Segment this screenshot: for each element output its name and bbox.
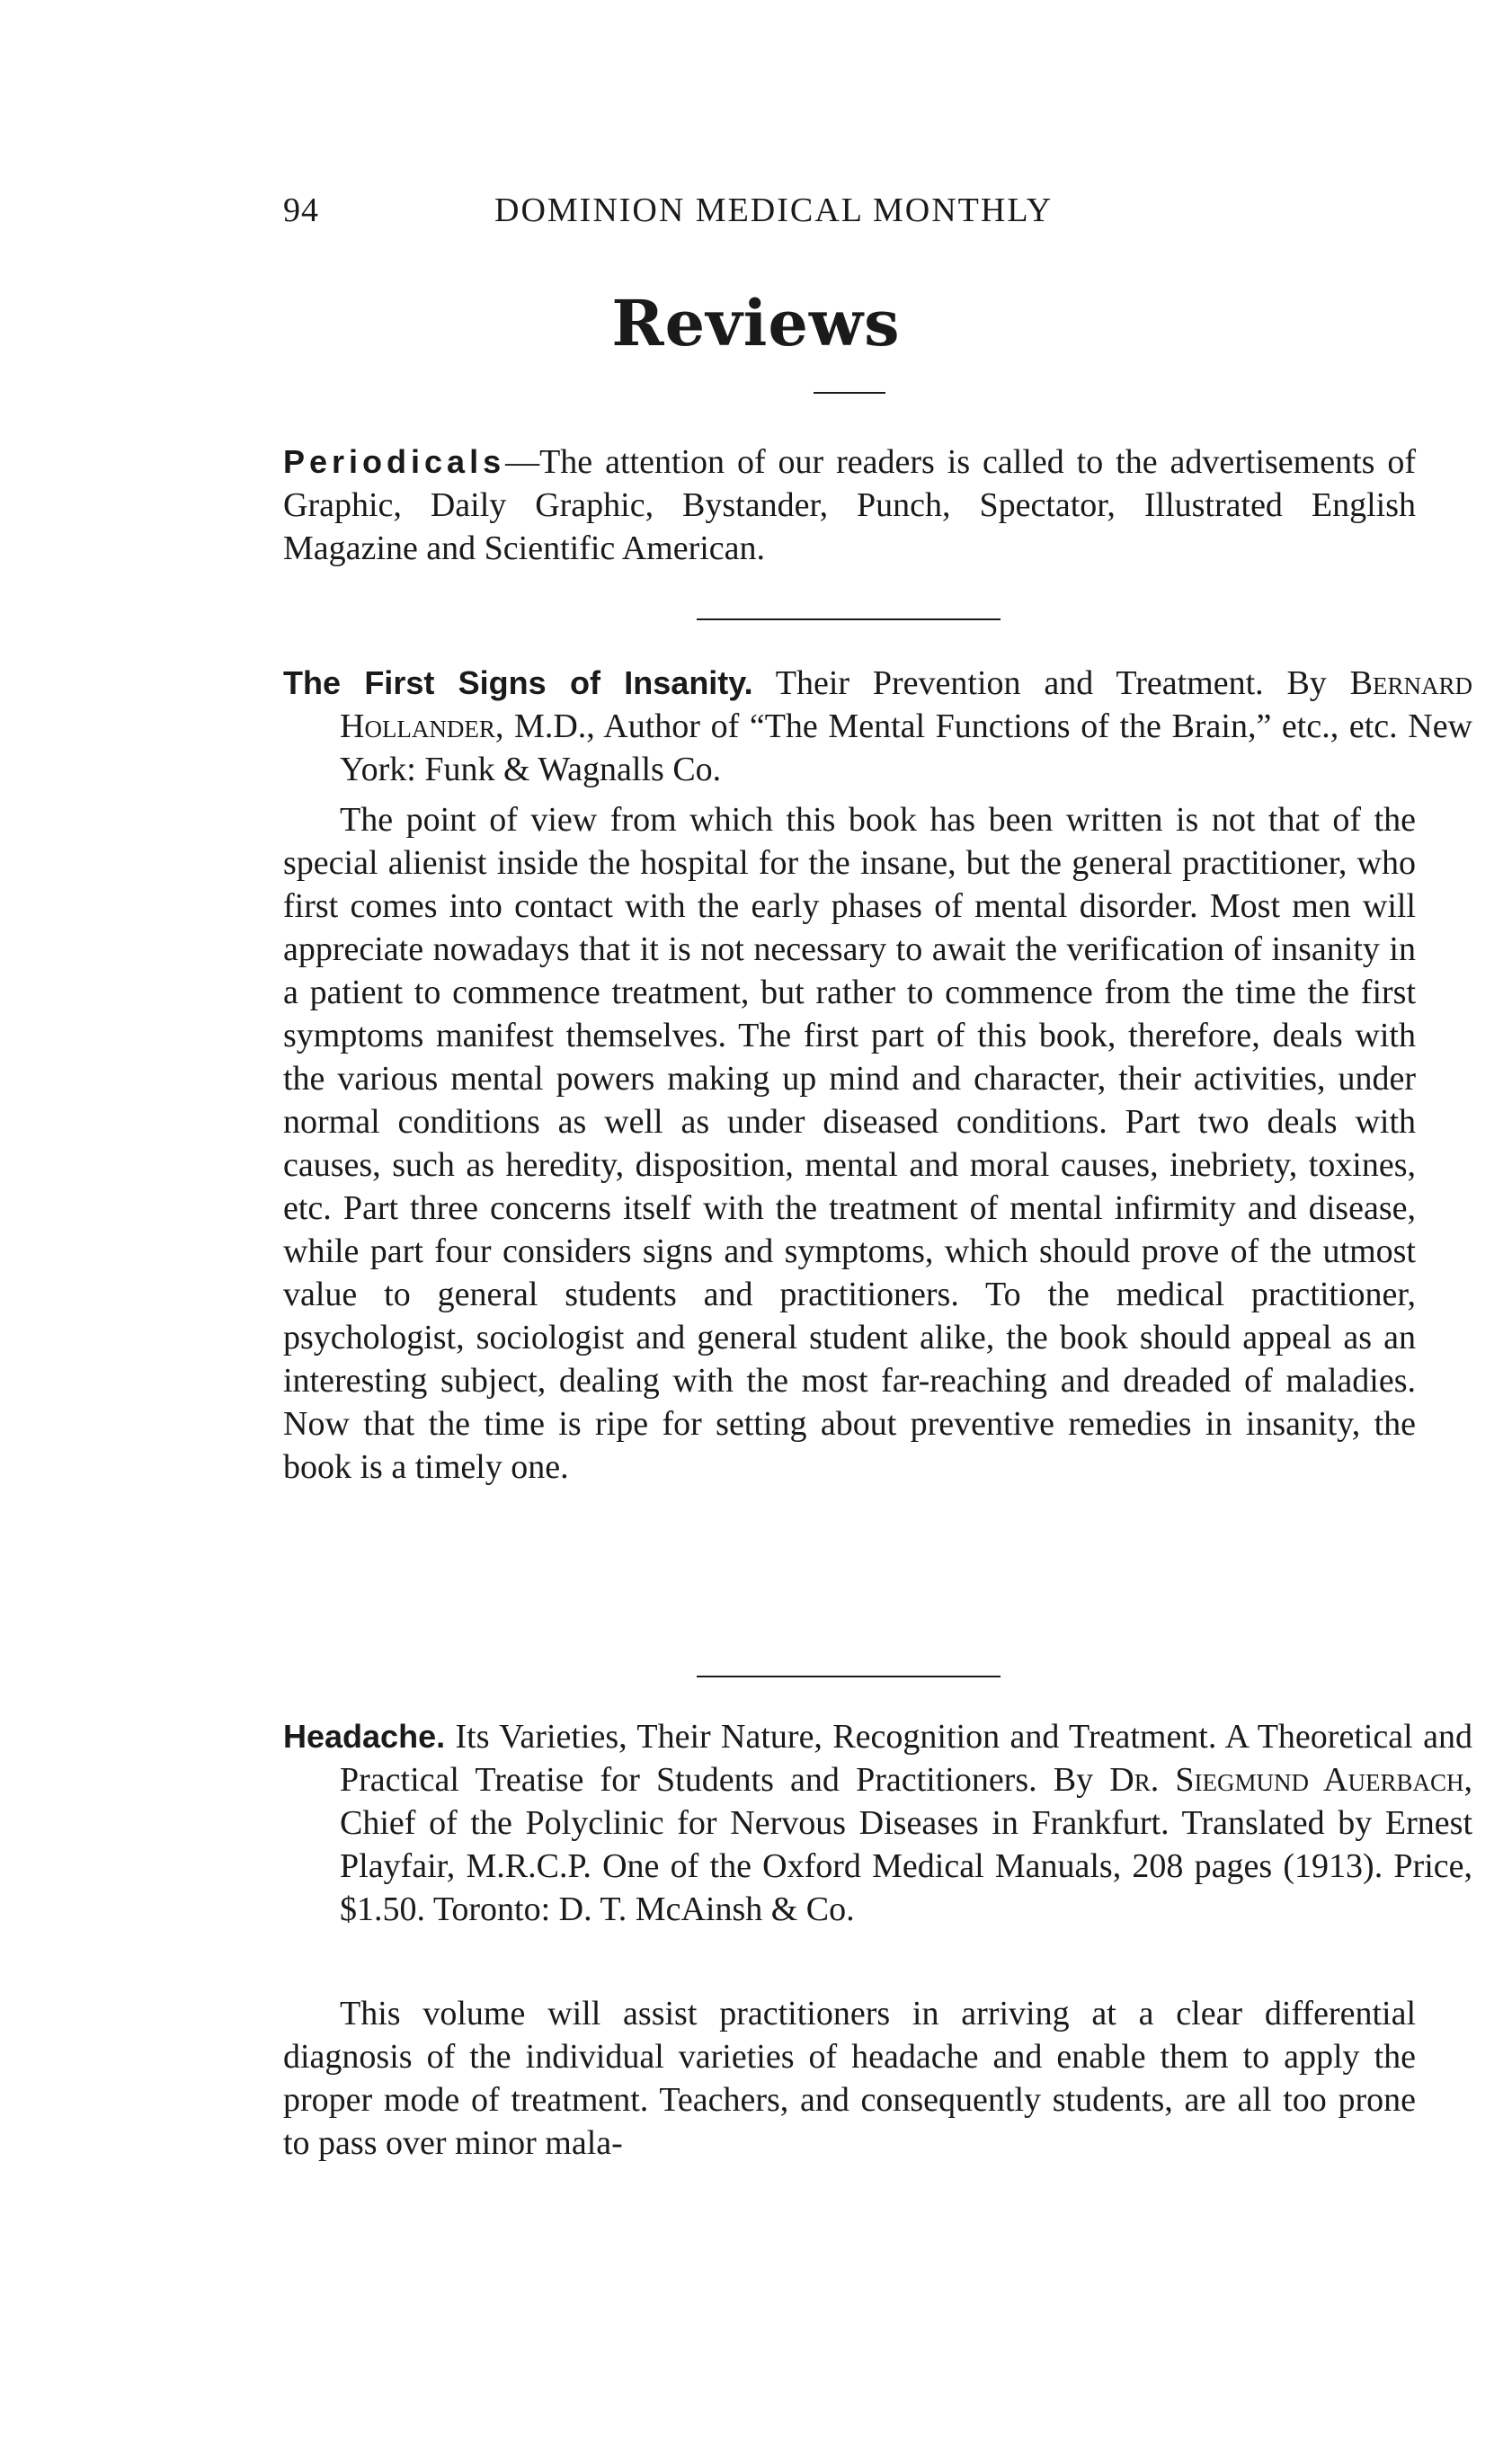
section-title: Reviews bbox=[611, 286, 901, 360]
section-divider bbox=[697, 618, 1001, 620]
review-headache-paragraph: This volume will assist practitioners in arriving at a clear differential diagnosis of the individual varieties of headache and enable them to apply the proper mode of treatment. Teachers, and consequently students, are all too prone to pass over minor mala- bbox=[283, 1995, 1416, 2162]
section-divider bbox=[697, 1676, 1001, 1677]
periodicals-notice bbox=[283, 440, 1416, 570]
periodicals-label: Periodicals bbox=[283, 443, 506, 480]
review-insanity-paragraph: The point of view from which this book has been written is not that of the special alienist inside the hospital for the insane, but the general practitioner, who first comes into contact with the early phases of mental disorder. Most men will appreciate nowadays that it is not necessary to await the verification of insanity in a patient to commence treatment, but rather to commence from the time the first symptoms manifest themselves. The first part of this book, therefore, deals with the various mental powers making up mind and character, their activities, under normal conditions as well as under diseased conditions. Part two deals with causes, such as heredity, disposition, mental and moral causes, inebriety, toxines, etc. Part three concerns itself with the treatment of mental infirmity and disease, while part four considers signs and symptoms, which should prove of the utmost value to general students and practitioners. To the medical practitioner, psychologist, sociologist and general student alike, the book should appeal as an interesting subject, dealing with the most far-reaching and dreaded of maladies. Now that the time is ripe for setting about preventive remedies in insanity, the book is a timely one. bbox=[283, 801, 1416, 1486]
periodicals-text: —The attention of our readers is called to the advertisements of Graphic, Daily Graphic, Bystander, Punch, Spectator, Illustrated English Magazine and Scientific American. bbox=[283, 443, 1416, 567]
review-insanity-author: Bernard Hollander bbox=[340, 664, 1472, 745]
review-headache-heading: Headache. bbox=[283, 1718, 446, 1755]
review-insanity-heading: The First Signs of Insanity. bbox=[283, 664, 753, 701]
review-headache-subtitle: Its Varieties, Their Nature, Recognition and Treatment. A Theoretical and Practical Treatise for Students and Practitioners. By bbox=[340, 1718, 1472, 1799]
title-divider bbox=[814, 392, 885, 394]
review-headache-body bbox=[283, 1992, 1416, 2165]
review-headache-publisher: , Chief of the Polyclinic for Nervous Diseases in Frankfurt. Translated by Ernest Playfair, M.R.C.P. One of the Oxford Medical Manuals, 208 pages (1913). Price, $1.50. Toronto: D. T. McAinsh & Co. bbox=[340, 1761, 1472, 1928]
review-headache-citation bbox=[283, 1715, 1472, 1931]
running-head bbox=[283, 191, 1209, 236]
review-insanity-publisher: , M.D., Author of “The Mental Functions of the Brain,” etc., etc. New York: Funk & Wagnalls Co. bbox=[340, 707, 1472, 788]
journal-title: DOMINION MEDICAL MONTHLY bbox=[494, 191, 1054, 229]
review-insanity-citation bbox=[283, 662, 1472, 791]
review-headache-author: Dr. Siegmund Auerbach bbox=[1109, 1761, 1464, 1799]
page-number: 94 bbox=[283, 191, 319, 229]
review-insanity-body bbox=[283, 798, 1416, 1489]
review-insanity-subtitle: Their Prevention and Treatment. By bbox=[752, 664, 1350, 702]
